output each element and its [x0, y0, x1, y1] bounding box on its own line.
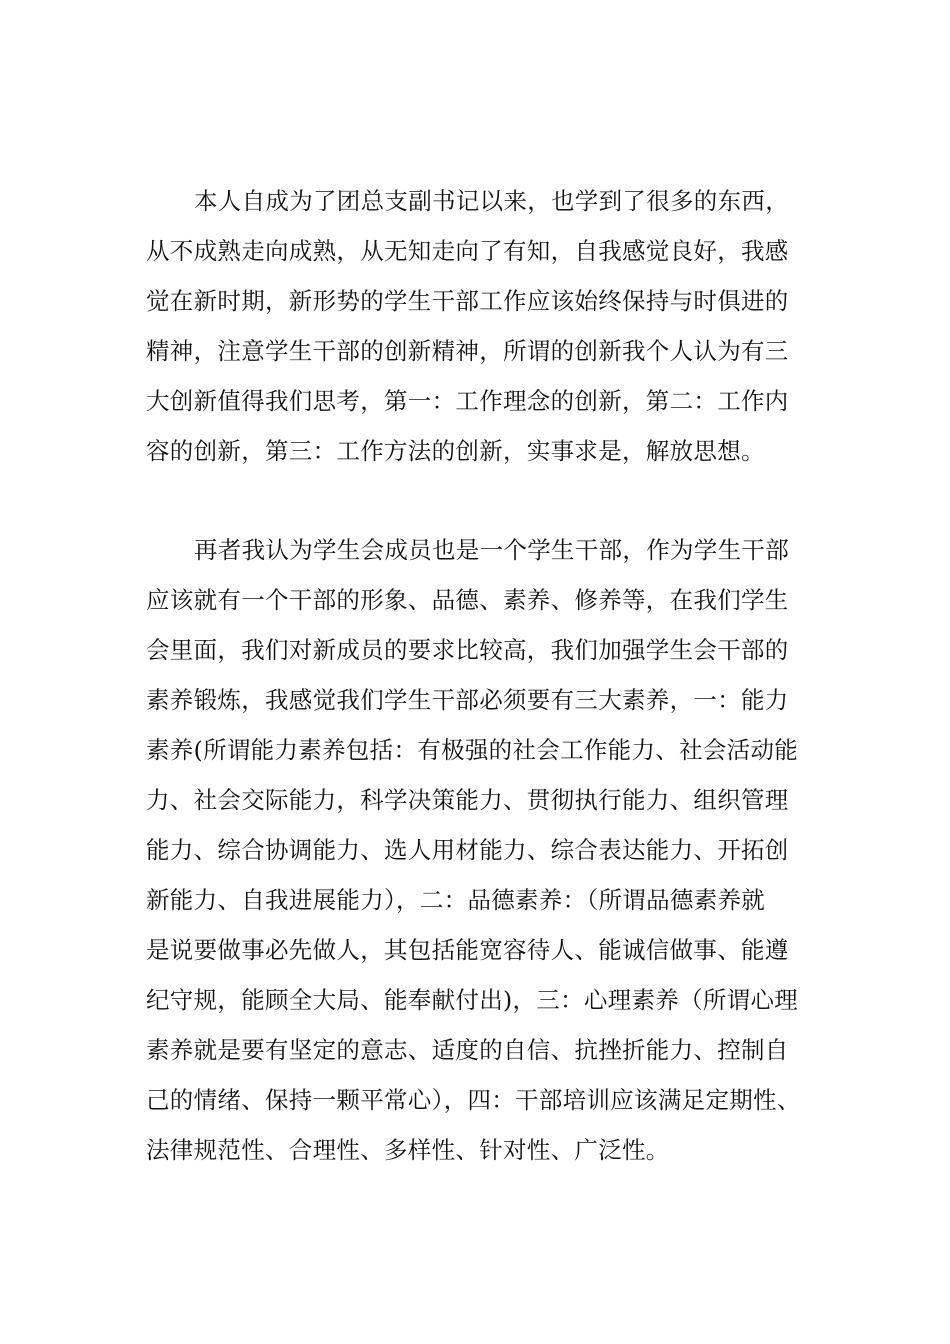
paragraph-line: 法律规范性、合理性、多样性、针对性、广泛性。 [146, 1136, 670, 1164]
paragraph-line: 素养就是要有坚定的意志、适度的自信、抗挫折能力、控制自 [146, 1036, 789, 1064]
paragraph-line: 精神，注意学生干部的创新精神，所谓的创新我个人认为有三 [146, 337, 789, 365]
paragraph-line: 再者我认为学生会成员也是一个学生干部，作为学生干部 [194, 536, 789, 564]
paragraph-line: 己的情绪、保持一颗平常心），四：干部培训应该满足定期性、 [146, 1086, 801, 1114]
paragraph-line: 觉在新时期，新形势的学生干部工作应该始终保持与时俱进的 [146, 287, 789, 315]
paragraph-line: 纪守规，能顾全大局、能奉献付出)，三：心理素养（所谓心理 [146, 986, 799, 1014]
paragraph-line: 大创新值得我们思考，第一：工作理念的创新，第二：工作内 [146, 387, 789, 415]
paragraph-line: 素养锻炼，我感觉我们学生干部必须要有三大素养，一：能力 [146, 686, 789, 714]
paragraph-line: 力、社会交际能力，科学决策能力、贯彻执行能力、组织管理 [146, 786, 789, 814]
paragraph-1 [146, 176, 826, 476]
paragraph-2 [146, 525, 826, 1175]
paragraph-line: 应该就有一个干部的形象、品德、素养、修养等，在我们学生 [146, 586, 789, 614]
paragraph-line: 会里面，我们对新成员的要求比较高，我们加强学生会干部的 [146, 636, 789, 664]
paragraph-line: 新能力、自我进展能力），二：品德素养：（所谓品德素养就 [146, 886, 766, 914]
paragraph-line: 能力、综合协调能力、选人用材能力、综合表达能力、开拓创 [146, 836, 789, 864]
paragraph-line: 容的创新，第三：工作方法的创新，实事求是，解放思想。 [146, 437, 765, 465]
paragraph-line: 从不成熟走向成熟，从无知走向了有知，自我感觉良好，我感 [146, 237, 789, 265]
paragraph-line: 本人自成为了团总支副书记以来，也学到了很多的东西， [194, 187, 789, 215]
paragraph-line: 素养(所谓能力素养包括：有极强的社会工作能力、社会活动能 [146, 736, 799, 764]
paragraph-line: 是说要做事必先做人，其包括能宽容待人、能诚信做事、能遵 [146, 936, 789, 964]
